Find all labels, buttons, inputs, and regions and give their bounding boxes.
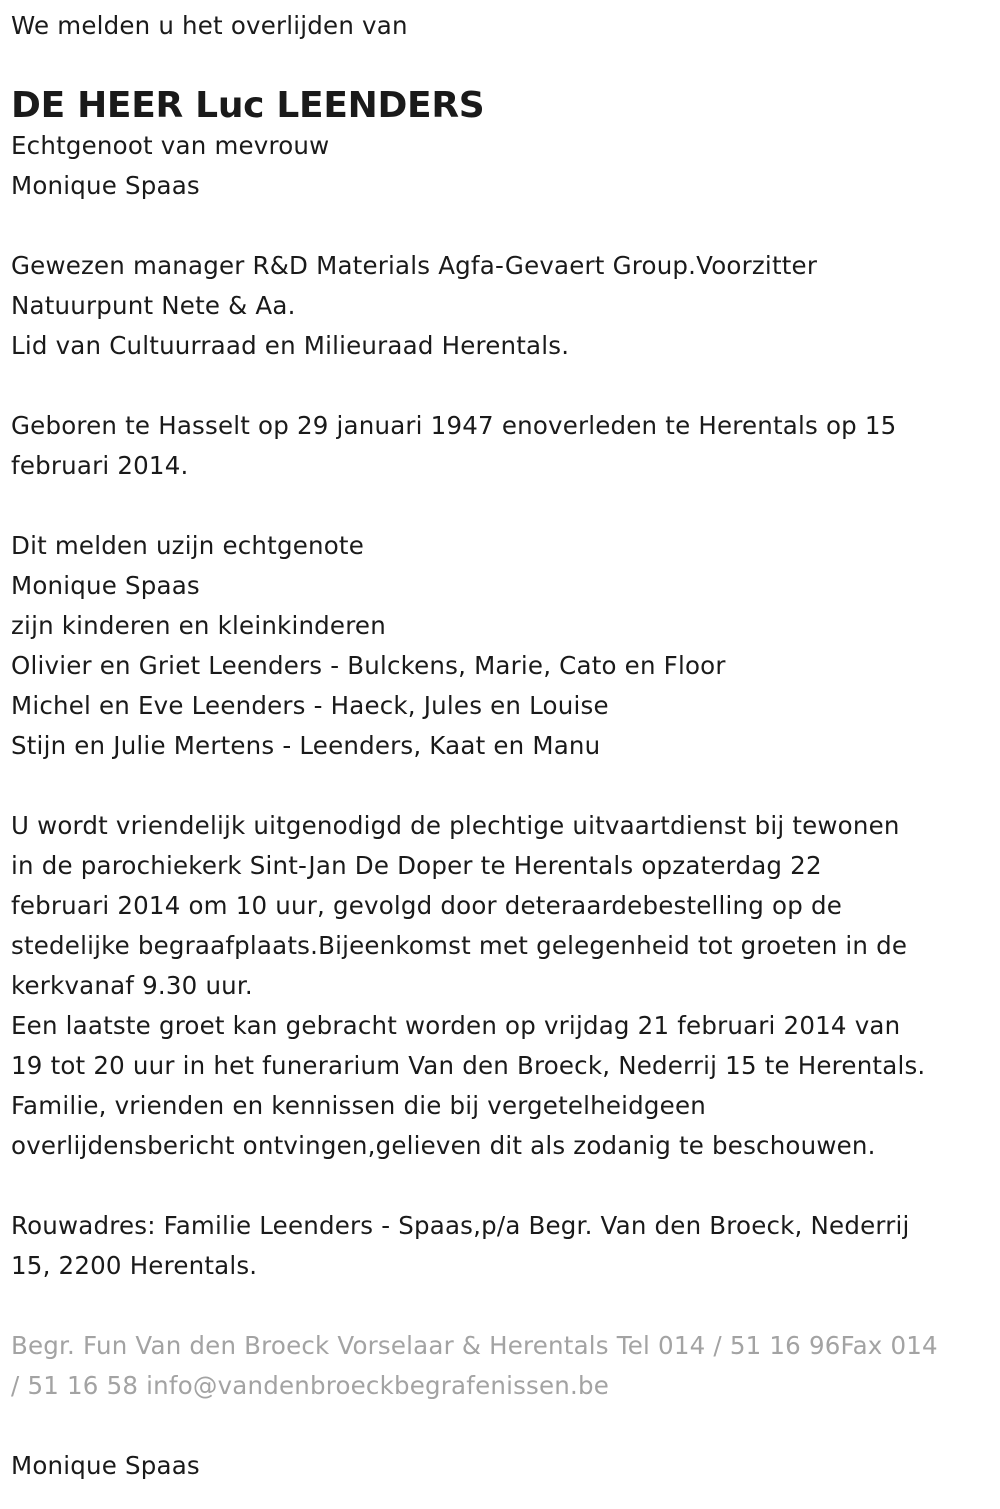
service-line: Familie, vrienden en kennissen die bij vergetelheidgeen (11, 1091, 706, 1120)
intro-text: We melden u het overlijden van (11, 11, 408, 40)
family-line: Stijn en Julie Mertens - Leenders, Kaat en Manu (11, 731, 601, 760)
spacer (11, 46, 988, 86)
service-line: februari 2014 om 10 uur, gevolgd door deteraardebestelling op de (11, 891, 842, 920)
family-line: Monique Spaas (11, 571, 200, 600)
funeral-home-line: Begr. Fun Van den Broeck Vorselaar & Herentals Tel 014 / 51 16 96Fax 014 (11, 1331, 938, 1360)
signature: Monique Spaas (11, 1451, 200, 1480)
address-section (11, 1206, 988, 1286)
spacer (11, 766, 988, 806)
service-line: kerkvanaf 9.30 uur. (11, 971, 253, 1000)
address-line: 15, 2200 Herentals. (11, 1251, 258, 1280)
spacer (11, 1286, 988, 1326)
family-line: Olivier en Griet Leenders - Bulckens, Marie, Cato en Floor (11, 651, 726, 680)
spouse-line-2: Monique Spaas (11, 171, 200, 200)
family-line: zijn kinderen en kleinkinderen (11, 611, 386, 640)
service-section (11, 806, 988, 1166)
funeral-home-line: / 51 16 58 info@vandenbroeckbegrafenissen.be (11, 1371, 610, 1400)
service-line: Een laatste groet kan gebracht worden op vrijdag 21 februari 2014 van (11, 1011, 901, 1040)
service-line: overlijdensbericht ontvingen,gelieven dit als zodanig te beschouwen. (11, 1131, 876, 1160)
service-line: in de parochiekerk Sint-Jan De Doper te Herentals opzaterdag 22 (11, 851, 822, 880)
career-line: Natuurpunt Nete & Aa. (11, 291, 296, 320)
family-line: Dit melden uzijn echtgenote (11, 531, 364, 560)
birth-death-line: Geboren te Hasselt op 29 januari 1947 enoverleden te Herentals op 15 (11, 411, 897, 440)
spacer (11, 1406, 988, 1446)
spacer (11, 366, 988, 406)
service-line: 19 tot 20 uur in het funerarium Van den Broeck, Nederrij 15 te Herentals. (11, 1051, 926, 1080)
career-line: Gewezen manager R&D Materials Agfa-Gevaert Group.Voorzitter (11, 251, 818, 280)
family-section (11, 526, 988, 766)
service-line: stedelijke begraafplaats.Bijeenkomst met gelegenheid tot groeten in de (11, 931, 908, 960)
spacer (11, 1166, 988, 1206)
service-line: U wordt vriendelijk uitgenodigd de plechtige uitvaartdienst bij tewonen (11, 811, 900, 840)
address-line: Rouwadres: Familie Leenders - Spaas,p/a Begr. Van den Broeck, Nederrij (11, 1211, 910, 1240)
funeral-home-section (11, 1326, 988, 1406)
family-line: Michel en Eve Leenders - Haeck, Jules en Louise (11, 691, 609, 720)
birth-death-line: februari 2014. (11, 451, 189, 480)
spacer (11, 486, 988, 526)
spouse-line-1: Echtgenoot van mevrouw (11, 131, 330, 160)
deceased-name-heading: DE HEER Luc LEENDERS (11, 85, 485, 126)
career-section (11, 246, 988, 366)
spacer (11, 206, 988, 246)
birth-death-section (11, 406, 988, 486)
career-line: Lid van Cultuurraad en Milieuraad Herentals. (11, 331, 570, 360)
